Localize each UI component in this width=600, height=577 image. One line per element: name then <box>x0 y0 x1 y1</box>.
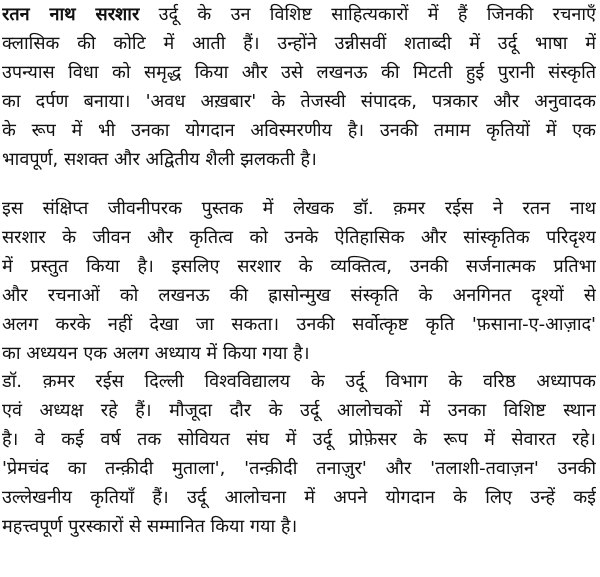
paragraph-1-line-5: के रूप में भी उनका योगदान अविस्मरणीय है। उनकी तमाम कृतियों में एक <box>2 120 596 141</box>
paragraph-3 <box>2 367 596 541</box>
paragraph-1-line-1 <box>2 0 596 29</box>
paragraph-1-line-6: भावपूर्ण, सशक्त और अद्वितीय शैली झलकती है। <box>2 149 317 170</box>
paragraph-1-line-2: क्लासिक की कोटि में आती हैं। उन्होंने उन्नीसवीं शताब्दी में उर्दू भाषा में <box>2 33 596 54</box>
paragraph-3-line-3: है। वे कई वर्ष तक सोवियत संघ में उर्दू प्रोफ़ेसर के रूप में सेवारत रहे। <box>2 429 596 450</box>
paragraph-2-line-6: का अध्ययन एक अलग अध्याय में किया गया है। <box>2 343 310 364</box>
paragraph-3-line-5: उल्लेखनीय कृतियाँ हैं। उर्दू आलोचना में अपने योगदान के लिए उन्हें कई <box>2 487 596 508</box>
paragraph-1-line-1-text: उर्दू के उन विशिष्ट साहित्यकारों में हैं जिनकी रचनाएँ <box>158 4 596 25</box>
paragraph-1-line-3: उपन्यास विधा को समृद्ध किया और उसे लखनऊ की मिटती हुई पुरानी संस्कृति <box>2 62 596 83</box>
paragraph-2-line-2: सरशार के जीवन और कृतित्व को उनके ऐतिहासिक और सांस्कृतिक परिदृश्य <box>2 227 596 248</box>
paragraph-3-line-6: महत्त्वपूर्ण पुरस्कारों से सम्मानित किया गया है। <box>2 516 298 537</box>
paragraph-2-line-1: इस संक्षिप्त जीवनीपरक पुस्तक में लेखक डॉ. क़मर रईस ने रतन नाथ <box>2 198 596 219</box>
paragraph-1 <box>2 0 596 174</box>
author-name-lead: रतन नाथ सरशार <box>2 4 140 25</box>
paragraph-3-line-4: 'प्रेमचंद का तन्क़ीदी मुताला', 'तन्क़ीदी तनाज़ुर' और 'तलाशी-तवाज़न' उनकी <box>2 458 596 479</box>
paragraph-2 <box>2 194 596 368</box>
paragraph-1-line-4: का दर्पण बनाया। 'अवध अख़बार' के तेजस्वी संपादक, पत्रकार और अनुवादक <box>2 91 596 112</box>
paragraph-2-line-5: अलग करके नहीं देखा जा सकता। उनकी सर्वोत्कृष्ट कृति 'फ़साना-ए-आज़ाद' <box>2 314 596 335</box>
paragraph-3-line-1: डॉ. क़मर रईस दिल्ली विश्वविद्यालय के उर्दू विभाग के वरिष्ठ अध्यापक <box>2 371 596 392</box>
paragraph-2-line-3: में प्रस्तुत किया है। इसलिए सरशार के व्यक्तित्व, उनकी सर्जनात्मक प्रतिभा <box>2 256 596 277</box>
paragraph-3-line-2: एवं अध्यक्ष रहे हैं। मौजूदा दौर के उर्दू आलोचकों में उनका विशिष्ट स्थान <box>2 400 596 421</box>
document-page <box>2 0 596 577</box>
paragraph-2-line-4: और रचनाओं को लखनऊ की ह्रासोन्मुख संस्कृति के अनगिनत दृश्यों से <box>2 285 596 306</box>
